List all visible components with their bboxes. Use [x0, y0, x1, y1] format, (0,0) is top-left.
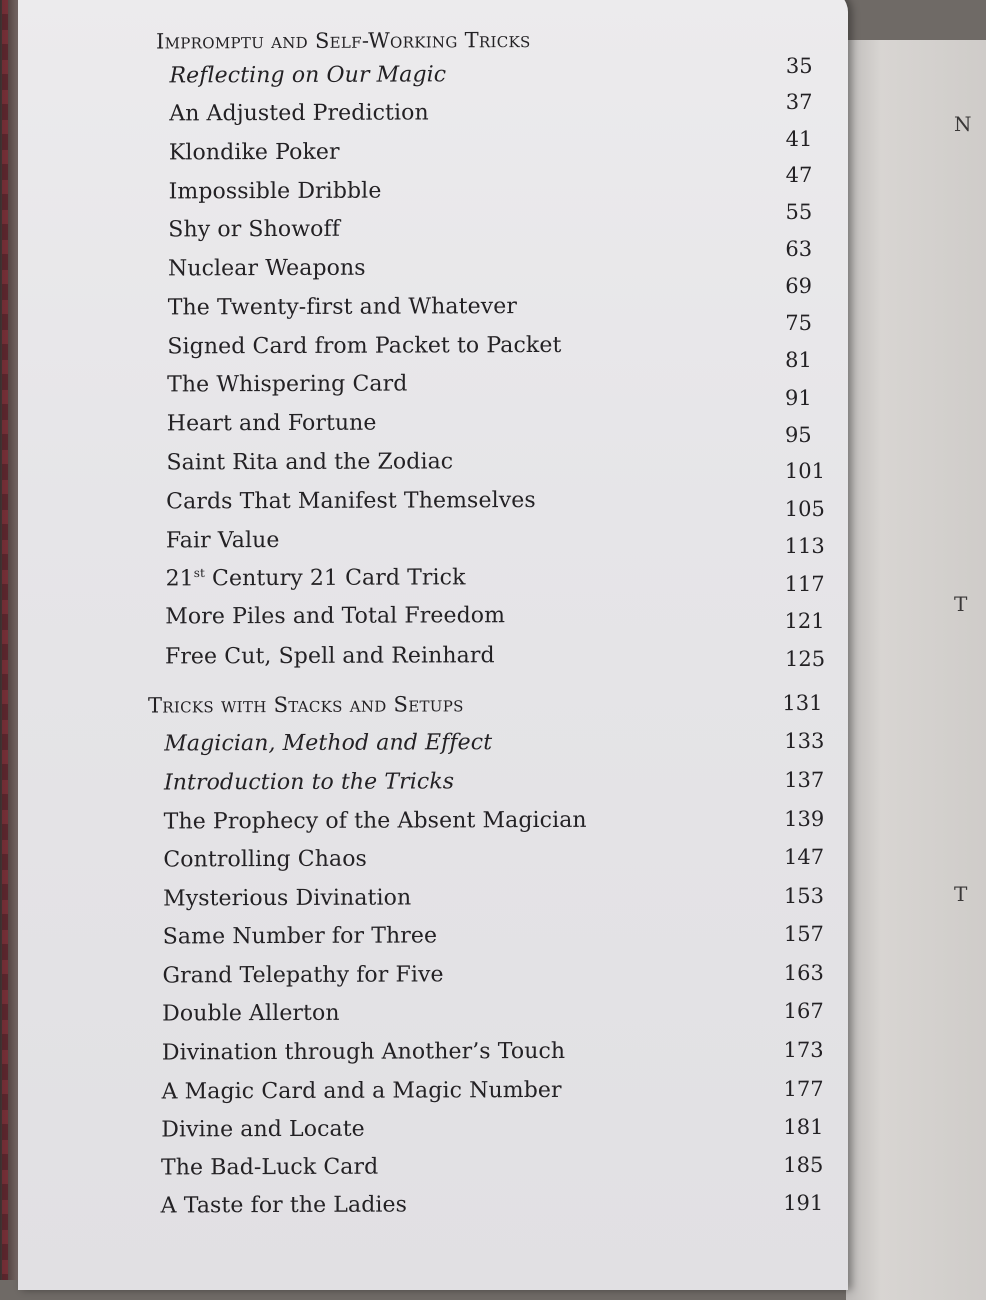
toc-entry	[18, 236, 848, 293]
entry-page-number: 35	[785, 53, 813, 79]
entry-page-number: 191	[783, 1190, 824, 1216]
entry-page-number: 63	[785, 236, 813, 262]
entry-title: Free Cut, Spell and Reinhard	[164, 643, 495, 670]
entry-title: Nuclear Weapons	[167, 255, 366, 282]
entry-title: Mysterious Divination	[163, 885, 412, 912]
entry-title: Controlling Chaos	[163, 846, 367, 873]
entry-page-number: 157	[783, 921, 824, 947]
entry-page-number: 185	[783, 1152, 824, 1178]
entry-title: The Prophecy of the Absent Magician	[163, 807, 587, 835]
entry-page-number: 55	[785, 199, 813, 225]
entry-title: Fair Value	[165, 527, 280, 554]
entry-page-number: 91	[785, 385, 812, 411]
entry-title-number: 21	[165, 566, 194, 592]
toc-entry	[18, 1077, 848, 1116]
facing-page-fragment: T	[954, 882, 968, 906]
entry-page-number: 95	[784, 422, 812, 448]
entry-page-number: 139	[784, 806, 825, 832]
toc-entry	[18, 199, 848, 254]
toc-entry	[18, 884, 848, 923]
entry-page-number: 75	[785, 310, 812, 336]
entry-title: Signed Card from Packet to Packet	[167, 332, 562, 360]
entry-title: Double Allerton	[162, 1000, 340, 1027]
toc-entry	[18, 845, 848, 884]
entry-page-number: 81	[785, 347, 812, 373]
toc-entry	[18, 999, 848, 1038]
toc-entry	[18, 729, 848, 768]
facing-page-fragment: N	[954, 112, 972, 136]
entry-title: The Twenty-first and Whatever	[167, 294, 517, 321]
section-heading-row	[18, 691, 848, 730]
entry-title: Impossible Dribble	[168, 178, 382, 205]
contents-page	[18, 0, 848, 1290]
entry-title: Shy or Showoff	[168, 216, 340, 243]
toc-entry	[18, 961, 848, 1000]
toc-entry	[18, 310, 848, 371]
entry-title: Cards That Manifest Themselves	[166, 488, 536, 515]
toc-entry	[18, 807, 848, 846]
entry-page-number: 47	[785, 162, 813, 188]
toc-page-number-row	[18, 647, 848, 686]
entry-page-number: 137	[784, 767, 825, 793]
toc-entry	[18, 1191, 848, 1230]
entry-title: A Taste for the Ladies	[160, 1192, 408, 1219]
entry-title: The Whispering Card	[167, 371, 408, 398]
entry-page-number: 133	[784, 728, 825, 754]
entry-title: Same Number for Three	[162, 923, 438, 950]
entry-title: An Adjusted Prediction	[169, 100, 429, 127]
section-heading: Impromptu and Self-Working Tricks	[156, 28, 531, 54]
entry-title: Heart and Fortune	[166, 410, 377, 437]
entry-title-superscript: st	[193, 565, 205, 580]
entry-title: Klondike Poker	[168, 139, 340, 166]
entry-page-number: 125	[785, 646, 826, 672]
entry-title: Magician, Method and Effect	[164, 730, 493, 757]
entry-title-rest: Century 21 Card Trick	[204, 565, 466, 592]
entry-title: Grand Telepathy for Five	[162, 962, 444, 989]
entry-title: Divination through Another’s Touch	[161, 1038, 566, 1066]
entry-title	[166, 565, 466, 591]
entry-page-number: 105	[784, 496, 825, 522]
toc-entry	[18, 53, 848, 100]
book-spine-strip	[2, 0, 8, 1280]
entry-title: Introduction to the Tricks	[163, 769, 455, 796]
toc-entry	[18, 1115, 848, 1154]
entry-title: The Bad-Luck Card	[160, 1154, 379, 1181]
section-page-number: 131	[782, 690, 823, 716]
entry-page-number: 163	[783, 960, 824, 986]
facing-page-fragment: T	[954, 592, 968, 616]
entry-page-number: 41	[785, 126, 813, 152]
toc-entry	[18, 385, 848, 448]
toc-entry	[18, 347, 848, 409]
section-heading-row	[18, 27, 848, 66]
entry-page-number: 101	[784, 458, 825, 484]
toc-entry	[18, 162, 848, 216]
entry-title: Reflecting on Our Magic	[169, 62, 447, 89]
toc-entry	[18, 126, 848, 177]
toc-entry	[18, 922, 848, 961]
entry-title: Saint Rita and the Zodiac	[166, 449, 454, 476]
section-heading: Tricks with Stacks and Setups	[148, 692, 464, 718]
entry-page-number: 173	[783, 1037, 824, 1063]
toc-entry	[18, 1038, 848, 1077]
entry-page-number: 153	[783, 883, 824, 909]
toc-entry	[18, 768, 848, 807]
entry-title: A Magic Card and a Magic Number	[161, 1077, 562, 1105]
entry-page-number: 121	[784, 608, 825, 634]
toc-entry	[18, 273, 848, 332]
entry-page-number: 147	[784, 844, 825, 870]
entry-page-number: 167	[783, 998, 824, 1024]
entry-page-number: 117	[784, 571, 825, 597]
entry-page-number: 37	[785, 89, 813, 115]
entry-title: Divine and Locate	[161, 1116, 365, 1143]
entry-page-number: 113	[784, 533, 825, 559]
facing-page	[846, 40, 986, 1300]
entry-page-number: 69	[785, 273, 813, 299]
toc-entry	[18, 1153, 848, 1192]
entry-page-number: 177	[783, 1076, 824, 1102]
entry-page-number: 181	[783, 1114, 824, 1140]
entry-title: More Piles and Total Freedom	[165, 603, 506, 630]
toc-entry	[18, 89, 848, 138]
